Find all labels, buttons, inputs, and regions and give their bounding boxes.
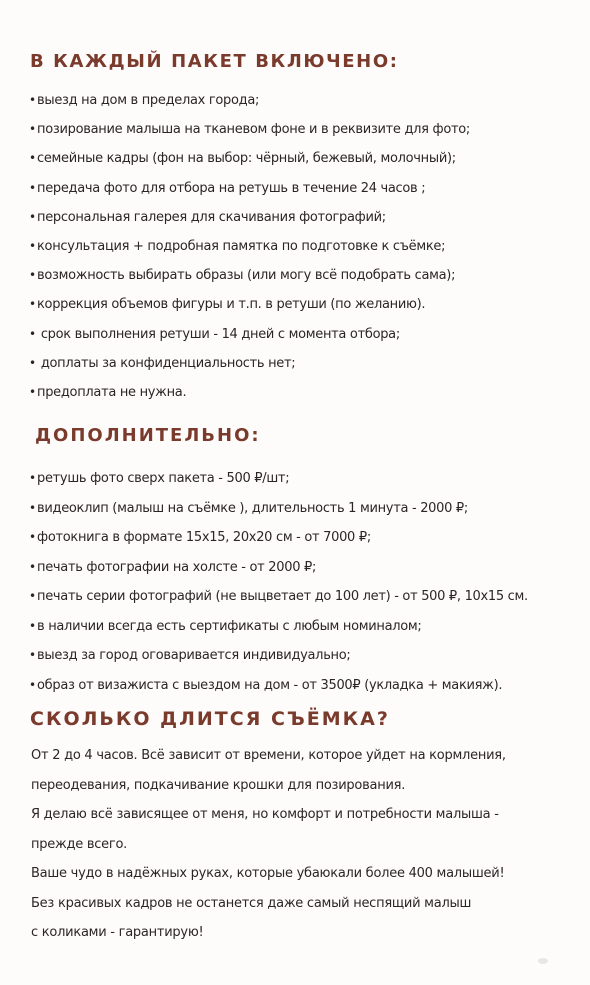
included-list bbox=[29, 86, 470, 407]
list-item bbox=[29, 320, 470, 349]
list-item-text: печать серии фотографий (не выцветает до 100 лет) - от 500 ₽, 10х15 см. bbox=[37, 589, 528, 604]
bullet-icon: • bbox=[29, 180, 36, 195]
paragraph-line: От 2 до 4 часов. Всё зависит от времени, которое уйдет на кормления, bbox=[31, 748, 506, 763]
list-item bbox=[29, 174, 470, 203]
paragraph-line: прежде всего. bbox=[31, 836, 128, 852]
list-item bbox=[29, 115, 470, 144]
section-title-additional: ДОПОЛНИТЕЛЬНО: bbox=[35, 425, 261, 446]
list-item-text: в наличии всегда есть сертификаты с любым номиналом; bbox=[37, 618, 422, 634]
bullet-icon: • bbox=[29, 268, 36, 283]
list-item-text: выезд за город оговаривается индивидуально; bbox=[37, 648, 351, 663]
section-title-included: В КАЖДЫЙ ПАКЕТ ВКЛЮЧЕНО: bbox=[30, 51, 399, 72]
bullet-icon: • bbox=[29, 471, 36, 485]
bullet-icon: • bbox=[29, 122, 36, 137]
section-title-duration: СКОЛЬКО ДЛИТСЯ СЪЁМКА? bbox=[30, 708, 390, 730]
list-item-text: позирование малыша на тканевом фоне и в реквизите для фото; bbox=[37, 122, 470, 138]
list-item bbox=[29, 494, 528, 524]
list-item bbox=[29, 232, 470, 261]
bullet-icon: • bbox=[29, 93, 36, 107]
bullet-icon: • bbox=[29, 559, 36, 574]
bullet-icon: • bbox=[29, 384, 36, 399]
list-item bbox=[29, 464, 528, 494]
list-item bbox=[29, 290, 470, 319]
list-item bbox=[29, 349, 470, 378]
list-item-text: фотокнига в формате 15х15, 20х20 см - от 7000 ₽; bbox=[37, 530, 371, 545]
faint-mark bbox=[538, 958, 548, 964]
list-item-text: коррекция объемов фигуры и т.п. в ретуши (по желанию). bbox=[37, 297, 426, 313]
bullet-icon: • bbox=[29, 677, 36, 692]
list-item bbox=[29, 641, 528, 671]
list-item bbox=[29, 203, 470, 232]
list-item bbox=[29, 523, 528, 553]
list-item bbox=[29, 86, 470, 115]
bullet-icon: • bbox=[29, 326, 36, 341]
bullet-icon: • bbox=[29, 151, 36, 166]
paragraph-line: переодевания, подкачивание крошки для позирования. bbox=[31, 777, 406, 793]
list-item bbox=[29, 553, 528, 583]
bullet-icon: • bbox=[29, 297, 36, 312]
list-item-text: возможность выбирать образы (или могу всё подобрать сама); bbox=[37, 268, 456, 284]
list-item-text: ретушь фото сверх пакета - 500 ₽/шт; bbox=[37, 471, 290, 486]
list-item bbox=[29, 612, 528, 642]
paragraph-line: с коликами - гарантирую! bbox=[31, 925, 204, 940]
list-item bbox=[29, 144, 470, 173]
list-item-text: консультация + подробная памятка по подготовке к съёмке; bbox=[37, 238, 446, 254]
list-item-text: персональная галерея для скачивания фотографий; bbox=[37, 209, 386, 225]
list-item-text: печать фотографии на холсте - от 2000 ₽; bbox=[37, 559, 317, 575]
bullet-icon: • bbox=[29, 589, 36, 603]
bullet-icon: • bbox=[29, 530, 36, 544]
list-item-text: видеоклип (малыш на съёмке ), длительность 1 минута - 2000 ₽; bbox=[37, 500, 468, 516]
list-item bbox=[29, 582, 528, 612]
list-item-text: образ от визажиста с выездом на дом - от 3500₽ (укладка + макияж). bbox=[37, 677, 503, 693]
paragraph-line: Ваше чудо в надёжных руках, которые убаюкали более 400 малышей! bbox=[31, 866, 505, 881]
bullet-icon: • bbox=[29, 238, 36, 253]
bullet-icon: • bbox=[29, 355, 36, 370]
list-item bbox=[29, 671, 528, 701]
list-item bbox=[29, 378, 470, 407]
paragraph-line: Без красивых кадров не останется даже самый неспящий малыш bbox=[31, 895, 472, 911]
duration-paragraph bbox=[31, 741, 506, 948]
paragraph-line: Я делаю всё зависящее от меня, но комфорт и потребности малыша - bbox=[31, 807, 499, 822]
list-item-text: доплаты за конфиденциальность нет; bbox=[37, 355, 296, 371]
list-item-text: срок выполнения ретуши - 14 дней с момента отбора; bbox=[37, 326, 400, 342]
additional-list bbox=[29, 464, 528, 700]
bullet-icon: • bbox=[29, 500, 36, 515]
list-item-text: передача фото для отбора на ретушь в течение 24 часов ; bbox=[37, 180, 426, 196]
list-item-text: выезд на дом в пределах города; bbox=[37, 93, 260, 108]
bullet-icon: • bbox=[29, 618, 36, 633]
list-item-text: семейные кадры (фон на выбор: чёрный, бежевый, молочный); bbox=[37, 151, 456, 167]
bullet-icon: • bbox=[29, 648, 36, 662]
list-item-text: предоплата не нужна. bbox=[37, 384, 187, 400]
list-item bbox=[29, 261, 470, 290]
bullet-icon: • bbox=[29, 209, 36, 224]
